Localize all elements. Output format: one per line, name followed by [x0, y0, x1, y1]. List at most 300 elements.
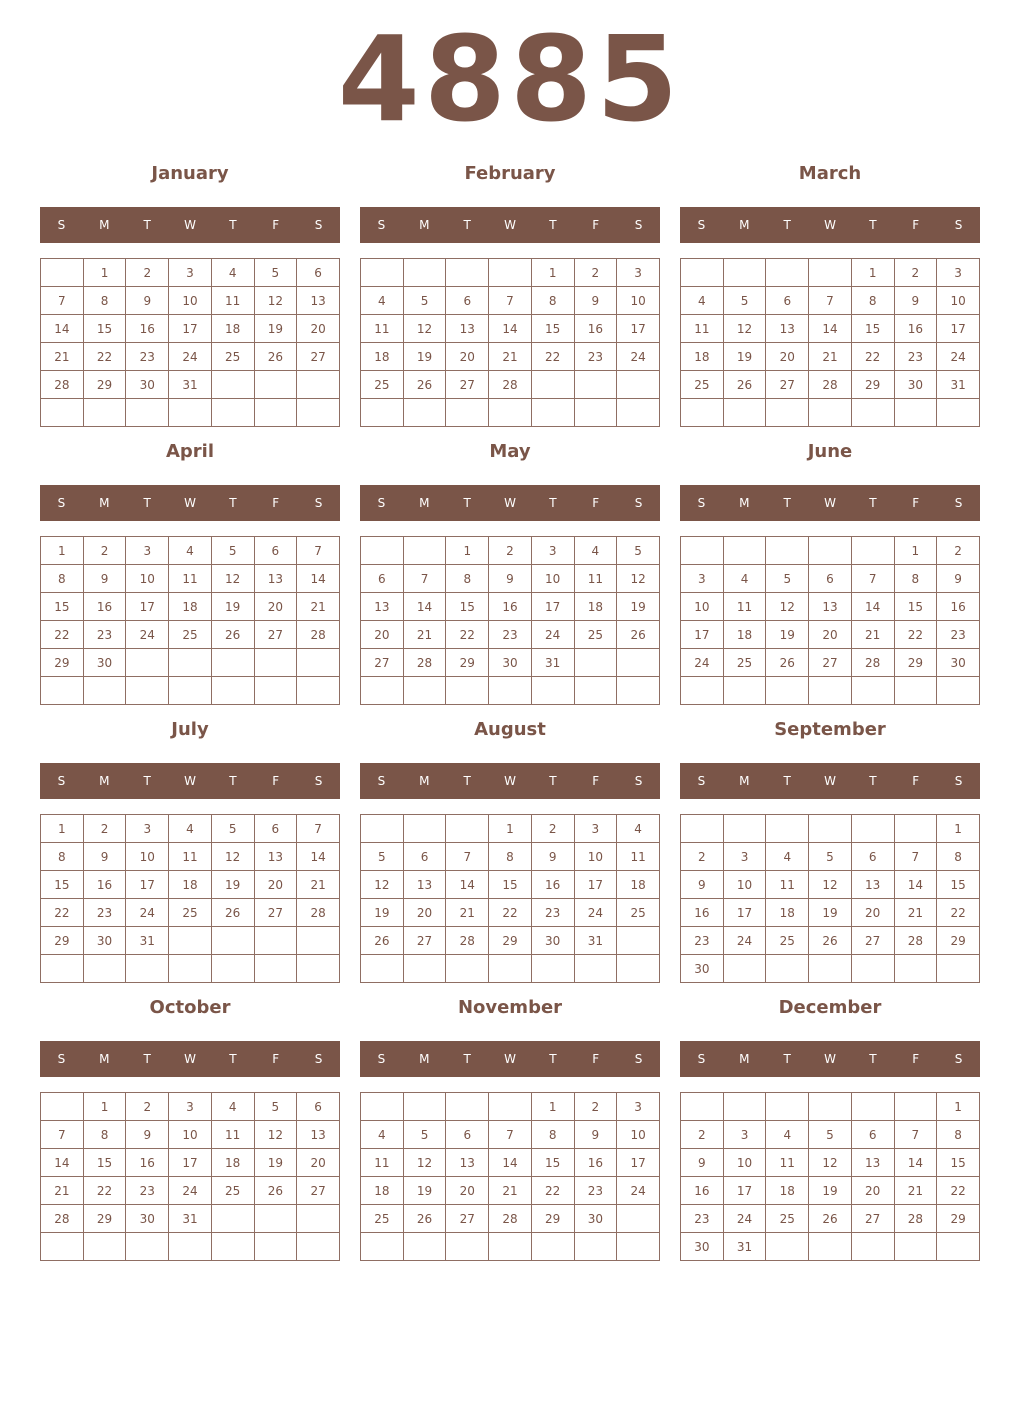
day-cell: 16 [489, 593, 532, 621]
weekday-label: F [912, 774, 920, 788]
day-cell: 25 [169, 899, 212, 927]
weekday-label: T [143, 496, 151, 510]
week-row [681, 927, 980, 955]
day-cell: 26 [361, 927, 404, 955]
weekday-label: T [783, 496, 791, 510]
day-cell: 5 [361, 843, 404, 871]
empty-day-cell [617, 649, 660, 677]
day-cell: 30 [681, 1233, 724, 1261]
month-title: February [464, 163, 556, 184]
day-cell: 7 [41, 287, 84, 315]
day-cell: 5 [211, 815, 254, 843]
day-cell: 3 [617, 259, 660, 287]
day-cell: 14 [403, 593, 446, 621]
weekday-label: S [954, 496, 963, 510]
empty-day-cell [531, 371, 574, 399]
day-cell: 25 [361, 1205, 404, 1233]
weekday-label: T [463, 774, 471, 788]
day-cell: 13 [254, 565, 297, 593]
year-title: 4885 [337, 10, 683, 148]
day-cell: 21 [489, 1177, 532, 1205]
day-cell: 19 [254, 1149, 297, 1177]
week-row [361, 1177, 660, 1205]
day-cell: 11 [574, 565, 617, 593]
day-cell: 21 [851, 621, 894, 649]
day-cell: 20 [361, 621, 404, 649]
week-row [361, 1121, 660, 1149]
empty-day-cell [617, 955, 660, 983]
empty-day-cell [723, 259, 766, 287]
empty-day-cell [361, 537, 404, 565]
day-cell: 25 [617, 899, 660, 927]
weekday-label: T [463, 1052, 471, 1066]
day-cell: 24 [126, 899, 169, 927]
day-cell: 30 [681, 955, 724, 983]
day-cell: 19 [809, 899, 852, 927]
day-cell: 15 [41, 593, 84, 621]
day-cell: 15 [83, 1149, 126, 1177]
empty-day-cell [297, 1233, 340, 1261]
day-cell: 4 [766, 1121, 809, 1149]
day-cell: 26 [403, 1205, 446, 1233]
day-cell: 1 [489, 815, 532, 843]
day-grid [680, 1092, 980, 1261]
weekday-label: T [463, 218, 471, 232]
week-row [41, 649, 340, 677]
weekday-label: T [549, 1052, 557, 1066]
day-cell: 11 [211, 287, 254, 315]
week-row [361, 399, 660, 427]
day-cell: 6 [254, 815, 297, 843]
week-row [41, 371, 340, 399]
week-row [681, 315, 980, 343]
empty-day-cell [617, 399, 660, 427]
day-cell: 18 [574, 593, 617, 621]
day-cell: 19 [617, 593, 660, 621]
day-cell: 16 [681, 899, 724, 927]
day-cell: 30 [126, 1205, 169, 1233]
day-cell: 4 [211, 1093, 254, 1121]
empty-day-cell [211, 399, 254, 427]
empty-day-cell [531, 955, 574, 983]
weekday-header [40, 485, 340, 521]
day-cell: 18 [723, 621, 766, 649]
day-cell: 10 [169, 1121, 212, 1149]
empty-day-cell [297, 1205, 340, 1233]
empty-day-cell [809, 955, 852, 983]
day-cell: 28 [894, 927, 937, 955]
day-cell: 12 [254, 287, 297, 315]
week-row [41, 1177, 340, 1205]
weekday-header [680, 763, 980, 799]
week-row [681, 815, 980, 843]
empty-day-cell [937, 955, 980, 983]
week-row [681, 649, 980, 677]
day-cell: 19 [211, 871, 254, 899]
empty-day-cell [403, 1233, 446, 1261]
empty-day-cell [574, 955, 617, 983]
day-cell: 23 [937, 621, 980, 649]
weekday-label: M [739, 774, 750, 788]
day-cell: 23 [681, 1205, 724, 1233]
day-cell: 5 [766, 565, 809, 593]
weekday-label: T [869, 1052, 877, 1066]
day-cell: 19 [766, 621, 809, 649]
empty-day-cell [851, 1233, 894, 1261]
day-cell: 29 [446, 649, 489, 677]
empty-day-cell [169, 649, 212, 677]
weekday-header [680, 485, 980, 521]
week-row [41, 871, 340, 899]
week-row [681, 565, 980, 593]
day-cell: 7 [297, 815, 340, 843]
empty-day-cell [894, 677, 937, 705]
day-cell: 13 [403, 871, 446, 899]
weekday-label: W [184, 218, 196, 232]
day-cell: 12 [254, 1121, 297, 1149]
day-cell: 7 [894, 1121, 937, 1149]
day-cell: 15 [851, 315, 894, 343]
day-cell: 29 [41, 649, 84, 677]
empty-day-cell [254, 1233, 297, 1261]
day-cell: 4 [169, 815, 212, 843]
weekday-header [40, 763, 340, 799]
week-row [681, 955, 980, 983]
empty-day-cell [766, 537, 809, 565]
weekday-label: M [739, 1052, 750, 1066]
empty-day-cell [681, 259, 724, 287]
weekday-label: F [912, 496, 920, 510]
week-row [361, 649, 660, 677]
day-cell: 30 [574, 1205, 617, 1233]
day-cell: 28 [446, 927, 489, 955]
week-row [41, 315, 340, 343]
weekday-label: F [272, 774, 280, 788]
day-cell: 16 [126, 315, 169, 343]
empty-day-cell [489, 677, 532, 705]
day-cell: 16 [83, 871, 126, 899]
empty-day-cell [894, 1093, 937, 1121]
day-cell: 1 [531, 259, 574, 287]
day-cell: 22 [83, 1177, 126, 1205]
day-cell: 6 [403, 843, 446, 871]
day-cell: 21 [297, 871, 340, 899]
day-cell: 28 [489, 371, 532, 399]
day-cell: 15 [531, 1149, 574, 1177]
empty-day-cell [126, 677, 169, 705]
week-row [41, 593, 340, 621]
day-grid [680, 814, 980, 983]
day-cell: 16 [574, 315, 617, 343]
empty-day-cell [937, 1233, 980, 1261]
day-cell: 12 [723, 315, 766, 343]
weekday-label: M [419, 774, 430, 788]
empty-day-cell [169, 1233, 212, 1261]
day-cell: 19 [211, 593, 254, 621]
day-cell: 16 [574, 1149, 617, 1177]
day-cell: 21 [403, 621, 446, 649]
day-cell: 3 [723, 843, 766, 871]
day-cell: 17 [126, 871, 169, 899]
day-cell: 3 [681, 565, 724, 593]
week-row [41, 677, 340, 705]
empty-day-cell [297, 927, 340, 955]
empty-day-cell [211, 649, 254, 677]
day-cell: 3 [531, 537, 574, 565]
weekday-label: M [99, 774, 110, 788]
day-cell: 8 [531, 287, 574, 315]
day-cell: 20 [851, 1177, 894, 1205]
day-cell: 3 [574, 815, 617, 843]
week-row [41, 1205, 340, 1233]
week-row [361, 565, 660, 593]
day-cell: 15 [531, 315, 574, 343]
weekday-header [360, 1041, 660, 1077]
weekday-label: M [99, 1052, 110, 1066]
day-cell: 8 [83, 287, 126, 315]
day-cell: 9 [937, 565, 980, 593]
day-cell: 2 [489, 537, 532, 565]
day-cell: 2 [937, 537, 980, 565]
empty-day-cell [809, 677, 852, 705]
day-cell: 1 [894, 537, 937, 565]
day-cell: 19 [723, 343, 766, 371]
day-cell: 18 [169, 593, 212, 621]
day-cell: 14 [297, 843, 340, 871]
day-cell: 31 [723, 1233, 766, 1261]
empty-day-cell [254, 677, 297, 705]
weekday-label: W [184, 1052, 196, 1066]
day-grid [40, 258, 340, 427]
day-cell: 20 [254, 871, 297, 899]
empty-day-cell [83, 677, 126, 705]
day-cell: 1 [937, 815, 980, 843]
week-row [681, 1177, 980, 1205]
empty-day-cell [254, 371, 297, 399]
weekday-label: S [634, 774, 643, 788]
weekday-header [680, 207, 980, 243]
day-cell: 11 [361, 315, 404, 343]
day-cell: 20 [809, 621, 852, 649]
weekday-label: S [57, 774, 66, 788]
weekday-header [680, 1041, 980, 1077]
week-row [681, 899, 980, 927]
day-cell: 9 [83, 843, 126, 871]
day-cell: 29 [41, 927, 84, 955]
day-cell: 3 [126, 815, 169, 843]
day-cell: 21 [41, 343, 84, 371]
week-row [41, 343, 340, 371]
day-cell: 25 [766, 927, 809, 955]
day-cell: 20 [403, 899, 446, 927]
week-row [681, 621, 980, 649]
day-cell: 2 [126, 259, 169, 287]
day-cell: 25 [766, 1205, 809, 1233]
weekday-label: S [377, 1052, 386, 1066]
empty-day-cell [531, 1233, 574, 1261]
day-cell: 21 [489, 343, 532, 371]
day-cell: 10 [531, 565, 574, 593]
day-cell: 10 [126, 565, 169, 593]
day-cell: 17 [937, 315, 980, 343]
empty-day-cell [681, 537, 724, 565]
weekday-label: T [869, 496, 877, 510]
week-row [41, 1233, 340, 1261]
day-cell: 17 [169, 315, 212, 343]
day-cell: 8 [531, 1121, 574, 1149]
day-cell: 8 [446, 565, 489, 593]
day-cell: 26 [809, 927, 852, 955]
day-cell: 12 [403, 315, 446, 343]
weekday-label: M [419, 1052, 430, 1066]
empty-day-cell [254, 1205, 297, 1233]
week-row [361, 343, 660, 371]
day-cell: 19 [403, 343, 446, 371]
empty-day-cell [446, 677, 489, 705]
day-cell: 20 [297, 1149, 340, 1177]
day-cell: 20 [851, 899, 894, 927]
week-row [361, 537, 660, 565]
empty-day-cell [446, 955, 489, 983]
day-cell: 8 [41, 843, 84, 871]
day-cell: 24 [937, 343, 980, 371]
day-cell: 25 [574, 621, 617, 649]
empty-day-cell [766, 677, 809, 705]
day-cell: 15 [83, 315, 126, 343]
empty-day-cell [617, 677, 660, 705]
day-cell: 29 [489, 927, 532, 955]
day-cell: 13 [446, 1149, 489, 1177]
day-cell: 11 [361, 1149, 404, 1177]
day-cell: 3 [617, 1093, 660, 1121]
weekday-label: S [954, 1052, 963, 1066]
day-cell: 10 [723, 871, 766, 899]
weekday-label: W [504, 774, 516, 788]
weekday-label: M [99, 496, 110, 510]
day-cell: 23 [574, 343, 617, 371]
empty-day-cell [681, 677, 724, 705]
week-row [681, 1121, 980, 1149]
month-title: May [489, 441, 531, 462]
empty-day-cell [403, 537, 446, 565]
empty-day-cell [403, 399, 446, 427]
weekday-label: T [463, 496, 471, 510]
empty-day-cell [211, 955, 254, 983]
empty-day-cell [851, 955, 894, 983]
week-row [681, 677, 980, 705]
week-row [361, 899, 660, 927]
week-row [681, 371, 980, 399]
day-grid [360, 258, 660, 427]
day-cell: 22 [531, 343, 574, 371]
week-row [681, 843, 980, 871]
month-title: September [774, 719, 886, 740]
day-cell: 27 [297, 1177, 340, 1205]
day-cell: 10 [723, 1149, 766, 1177]
day-cell: 12 [617, 565, 660, 593]
week-row [41, 815, 340, 843]
weekday-label: F [912, 218, 920, 232]
day-cell: 24 [574, 899, 617, 927]
day-cell: 13 [297, 287, 340, 315]
month-title: March [798, 163, 862, 184]
weekday-label: S [314, 218, 323, 232]
day-cell: 8 [851, 287, 894, 315]
day-cell: 12 [766, 593, 809, 621]
weekday-label: W [824, 218, 836, 232]
day-cell: 17 [617, 315, 660, 343]
day-cell: 21 [894, 1177, 937, 1205]
day-cell: 21 [446, 899, 489, 927]
week-row [361, 315, 660, 343]
empty-day-cell [446, 399, 489, 427]
empty-day-cell [489, 955, 532, 983]
day-cell: 22 [851, 343, 894, 371]
weekday-label: T [143, 218, 151, 232]
day-cell: 10 [126, 843, 169, 871]
empty-day-cell [489, 399, 532, 427]
day-cell: 14 [297, 565, 340, 593]
empty-day-cell [894, 1233, 937, 1261]
weekday-label: F [592, 218, 600, 232]
day-cell: 28 [851, 649, 894, 677]
day-cell: 27 [851, 927, 894, 955]
day-cell: 22 [531, 1177, 574, 1205]
day-cell: 2 [83, 815, 126, 843]
empty-day-cell [766, 1233, 809, 1261]
day-cell: 24 [169, 1177, 212, 1205]
day-cell: 24 [617, 1177, 660, 1205]
day-cell: 19 [403, 1177, 446, 1205]
day-cell: 8 [41, 565, 84, 593]
day-cell: 5 [403, 1121, 446, 1149]
day-grid [680, 536, 980, 705]
day-cell: 26 [723, 371, 766, 399]
day-cell: 27 [403, 927, 446, 955]
empty-day-cell [254, 399, 297, 427]
week-row [41, 899, 340, 927]
day-cell: 4 [617, 815, 660, 843]
day-cell: 4 [211, 259, 254, 287]
week-row [681, 537, 980, 565]
empty-day-cell [361, 1233, 404, 1261]
day-cell: 9 [681, 871, 724, 899]
day-cell: 29 [531, 1205, 574, 1233]
week-row [361, 1149, 660, 1177]
day-cell: 5 [254, 259, 297, 287]
week-row [681, 871, 980, 899]
day-cell: 2 [83, 537, 126, 565]
empty-day-cell [211, 927, 254, 955]
empty-day-cell [681, 1093, 724, 1121]
empty-day-cell [809, 399, 852, 427]
empty-day-cell [531, 677, 574, 705]
empty-day-cell [169, 399, 212, 427]
day-cell: 30 [83, 927, 126, 955]
day-cell: 5 [403, 287, 446, 315]
day-cell: 1 [937, 1093, 980, 1121]
empty-day-cell [403, 1093, 446, 1121]
week-row [361, 955, 660, 983]
day-cell: 29 [937, 1205, 980, 1233]
day-cell: 25 [723, 649, 766, 677]
empty-day-cell [403, 815, 446, 843]
day-cell: 30 [83, 649, 126, 677]
week-row [681, 1233, 980, 1261]
empty-day-cell [809, 1093, 852, 1121]
day-cell: 27 [446, 1205, 489, 1233]
weekday-label: S [634, 218, 643, 232]
